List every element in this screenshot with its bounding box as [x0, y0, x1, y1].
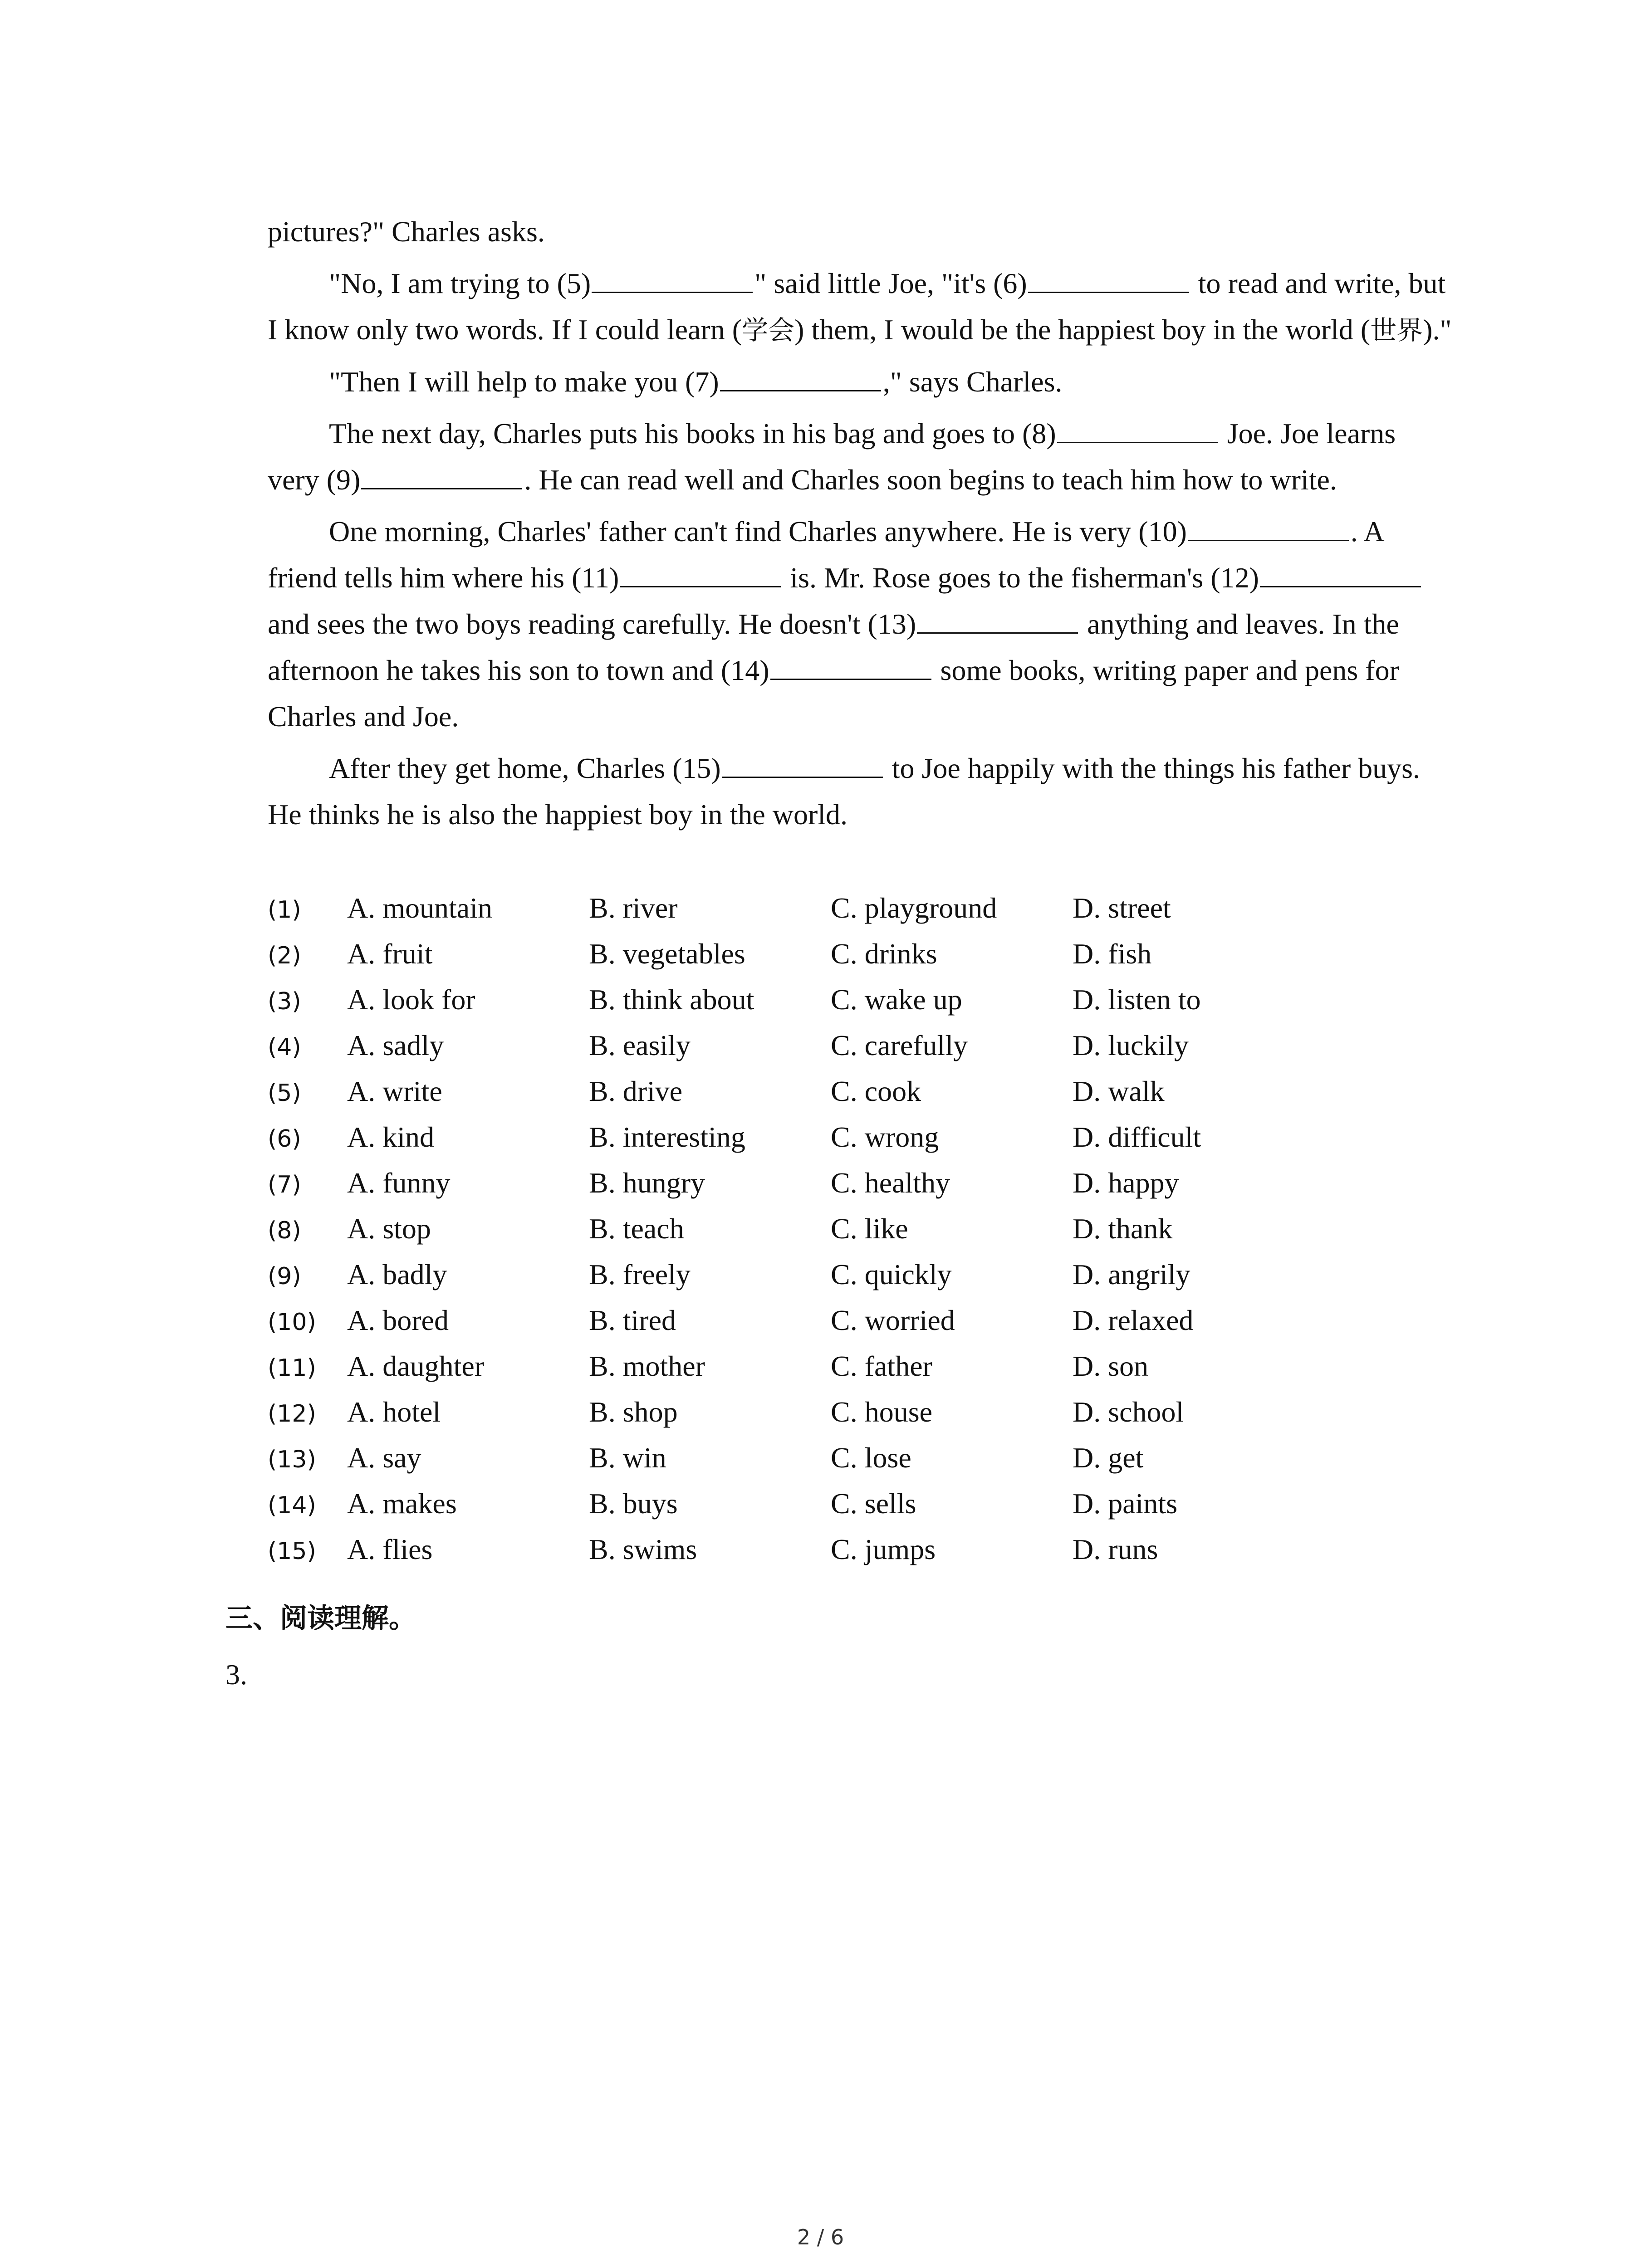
blank-5[interactable]: [592, 264, 753, 293]
option-c[interactable]: C. jumps: [831, 1533, 936, 1565]
option-d[interactable]: D. get: [1073, 1442, 1144, 1474]
option-d[interactable]: D. walk: [1073, 1075, 1165, 1107]
paragraph-3: [268, 359, 1452, 405]
blank-11[interactable]: [620, 559, 781, 587]
blank-14[interactable]: [770, 651, 931, 680]
text-run: some books, writing paper and pens for Charles and Joe.: [268, 654, 1399, 733]
option-a[interactable]: A. kind: [347, 1121, 434, 1153]
option-d[interactable]: D. happy: [1073, 1167, 1179, 1199]
option-c[interactable]: C. quickly: [831, 1258, 952, 1290]
text-run: ).": [1423, 313, 1452, 346]
blank-13[interactable]: [917, 605, 1078, 634]
text-run: Joe. Joe learns very (9): [268, 417, 1396, 496]
option-d[interactable]: D. runs: [1073, 1533, 1158, 1565]
text-run: anything and leaves. In the afternoon he takes his son to town and (14): [268, 608, 1399, 686]
option-a[interactable]: A. look for: [347, 983, 475, 1016]
text-run: "No, I am trying to (5): [329, 267, 591, 299]
option-row: [268, 983, 1447, 1029]
option-b[interactable]: B. buys: [589, 1487, 678, 1520]
text-run: ," says Charles.: [882, 366, 1063, 398]
option-row: [268, 1395, 1447, 1441]
question-label: (3): [268, 988, 301, 1015]
option-b[interactable]: B. hungry: [589, 1167, 705, 1199]
option-d[interactable]: D. relaxed: [1073, 1304, 1194, 1336]
option-row: [268, 1029, 1447, 1075]
option-d[interactable]: D. school: [1073, 1396, 1184, 1428]
option-row: [268, 1120, 1447, 1166]
paragraph-5: [268, 508, 1452, 740]
option-a[interactable]: A. bored: [347, 1304, 449, 1336]
paragraph-1: [268, 209, 1452, 255]
chinese-gloss: 世界: [1370, 315, 1423, 346]
question-label: (12): [268, 1400, 316, 1427]
chinese-gloss: 学会: [742, 315, 795, 346]
option-b[interactable]: B. shop: [589, 1396, 678, 1428]
option-row: [268, 1212, 1447, 1258]
question-label: (11): [268, 1354, 316, 1382]
option-row: [268, 1075, 1447, 1120]
option-a[interactable]: A. write: [347, 1075, 442, 1107]
question-label: (9): [268, 1263, 301, 1290]
option-b[interactable]: B. teach: [589, 1212, 684, 1245]
option-d[interactable]: D. luckily: [1073, 1029, 1189, 1061]
option-b[interactable]: B. river: [589, 892, 678, 924]
option-a[interactable]: A. hotel: [347, 1396, 441, 1428]
paragraph-6: [268, 745, 1452, 838]
blank-12[interactable]: [1260, 559, 1421, 587]
option-c[interactable]: C. drinks: [831, 938, 937, 970]
option-a[interactable]: A. stop: [347, 1212, 431, 1245]
option-a[interactable]: A. funny: [347, 1167, 451, 1199]
passage: [268, 209, 1452, 843]
text-run: " said little Joe, "it's (6): [754, 267, 1027, 299]
text-run: . A friend tells him where his (11): [268, 515, 1383, 594]
option-d[interactable]: D. fish: [1073, 938, 1152, 970]
option-b[interactable]: B. interesting: [589, 1121, 745, 1153]
option-a[interactable]: A. badly: [347, 1258, 447, 1290]
paragraph-4: [268, 411, 1452, 503]
blank-15[interactable]: [722, 749, 883, 778]
paragraph-text: pictures?" Charles asks.: [268, 215, 545, 248]
option-c[interactable]: C. house: [831, 1396, 932, 1428]
option-d[interactable]: D. thank: [1073, 1212, 1173, 1245]
option-a[interactable]: A. sadly: [347, 1029, 444, 1061]
answer-options: [268, 891, 1447, 1579]
option-d[interactable]: D. paints: [1073, 1487, 1178, 1520]
option-b[interactable]: B. win: [589, 1442, 666, 1474]
text-run: and sees the two boys reading carefully. He doesn't (13): [268, 608, 916, 640]
text-run: The next day, Charles puts his books in his bag and goes to (8): [329, 417, 1056, 450]
text-run: ) them, I would be the happiest boy in the world (: [794, 313, 1371, 346]
question-label: (2): [268, 942, 301, 969]
option-c[interactable]: C. carefully: [831, 1029, 968, 1061]
option-d[interactable]: D. street: [1073, 892, 1171, 924]
option-a[interactable]: A. say: [347, 1442, 421, 1474]
option-row: [268, 1441, 1447, 1487]
option-row: [268, 1258, 1447, 1304]
option-row: [268, 891, 1447, 937]
option-b[interactable]: B. tired: [589, 1304, 676, 1336]
text-run: "Then I will help to make you (7): [329, 366, 719, 398]
option-c[interactable]: C. worried: [831, 1304, 955, 1336]
option-d[interactable]: D. difficult: [1073, 1121, 1201, 1153]
option-b[interactable]: B. vegetables: [589, 938, 745, 970]
question-label: (1): [268, 896, 301, 924]
question-label: (15): [268, 1538, 316, 1565]
option-c[interactable]: C. healthy: [831, 1167, 950, 1199]
option-row: [268, 1487, 1447, 1533]
question-label: (7): [268, 1171, 301, 1198]
question-label: (6): [268, 1125, 301, 1153]
question-label: (14): [268, 1492, 316, 1519]
option-c[interactable]: C. lose: [831, 1442, 911, 1474]
option-d[interactable]: D. listen to: [1073, 983, 1201, 1016]
option-row: [268, 1166, 1447, 1212]
question-label: (5): [268, 1080, 301, 1107]
text-run: is. Mr. Rose goes to the fisherman's (12): [783, 562, 1259, 594]
blank-6[interactable]: [1028, 264, 1189, 293]
option-a[interactable]: A. daughter: [347, 1350, 485, 1382]
option-c[interactable]: C. sells: [831, 1487, 916, 1520]
option-row: [268, 1349, 1447, 1395]
text-run: to read and write, but I know only two words. If I could learn (: [268, 267, 1446, 346]
question-label: (10): [268, 1309, 316, 1336]
page-number: 2 / 6: [797, 2225, 844, 2249]
text-run: to Joe happily with the things his father buys. He thinks he is also the happiest boy in the world.: [268, 752, 1421, 831]
option-row: [268, 1304, 1447, 1349]
option-row: [268, 937, 1447, 983]
option-d[interactable]: D. angrily: [1073, 1258, 1190, 1290]
text-run: One morning, Charles' father can't find Charles anywhere. He is very (10): [329, 515, 1187, 547]
text-run: . He can read well and Charles soon begins to teach him how to write.: [524, 464, 1337, 496]
option-b[interactable]: B. easily: [589, 1029, 691, 1061]
option-a[interactable]: A. makes: [347, 1487, 457, 1520]
section-title: 三、阅读理解。: [225, 1603, 416, 1634]
option-a[interactable]: A. fruit: [347, 938, 433, 970]
text-run: After they get home, Charles (15): [329, 752, 721, 784]
option-d[interactable]: D. son: [1073, 1350, 1149, 1382]
question-label: (13): [268, 1446, 316, 1473]
option-b[interactable]: B. mother: [589, 1350, 705, 1382]
option-c[interactable]: C. playground: [831, 892, 997, 924]
option-b[interactable]: B. swims: [589, 1533, 697, 1565]
option-a[interactable]: A. flies: [347, 1533, 433, 1565]
blank-7[interactable]: [720, 363, 881, 391]
option-c[interactable]: C. wrong: [831, 1121, 939, 1153]
option-row: [268, 1533, 1447, 1579]
option-b[interactable]: B. freely: [589, 1258, 691, 1290]
paragraph-2: [268, 260, 1452, 353]
blank-8[interactable]: [1057, 415, 1218, 443]
question-label: (8): [268, 1217, 301, 1244]
option-c[interactable]: C. wake up: [831, 983, 962, 1016]
option-c[interactable]: C. like: [831, 1212, 908, 1245]
option-b[interactable]: B. drive: [589, 1075, 683, 1107]
blank-9[interactable]: [361, 461, 522, 489]
option-a[interactable]: A. mountain: [347, 892, 492, 924]
option-c[interactable]: C. father: [831, 1350, 932, 1382]
blank-10[interactable]: [1188, 513, 1349, 541]
question-number: 3.: [225, 1658, 247, 1691]
option-c[interactable]: C. cook: [831, 1075, 921, 1107]
question-label: (4): [268, 1034, 301, 1061]
option-b[interactable]: B. think about: [589, 983, 754, 1016]
